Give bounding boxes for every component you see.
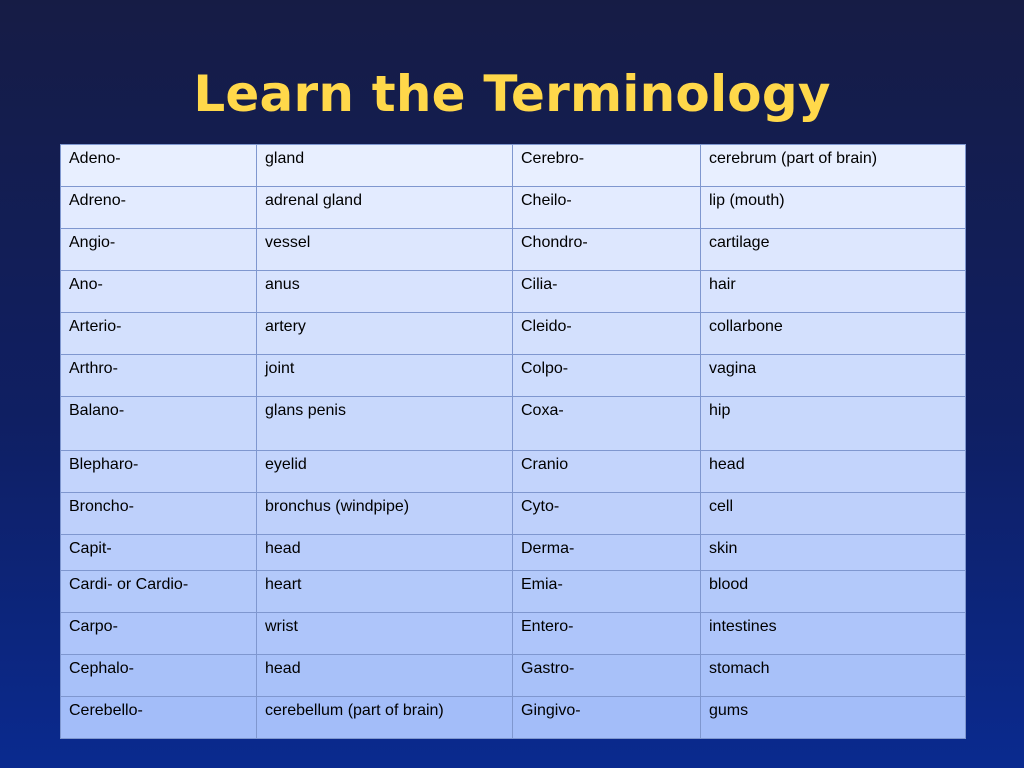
meaning-cell: stomach — [701, 655, 966, 697]
meaning-cell: head — [701, 451, 966, 493]
meaning-cell: artery — [257, 313, 513, 355]
prefix-cell: Capit- — [61, 535, 257, 571]
meaning-cell: head — [257, 535, 513, 571]
table-row — [61, 271, 966, 313]
meaning-cell: blood — [701, 571, 966, 613]
meaning-cell: cartilage — [701, 229, 966, 271]
table-row — [61, 355, 966, 397]
prefix-cell: Coxa- — [513, 397, 701, 451]
meaning-cell: head — [257, 655, 513, 697]
prefix-cell: Broncho- — [61, 493, 257, 535]
prefix-cell: Cerebello- — [61, 697, 257, 739]
meaning-cell: intestines — [701, 613, 966, 655]
prefix-cell: Colpo- — [513, 355, 701, 397]
prefix-cell: Entero- — [513, 613, 701, 655]
prefix-cell: Gingivo- — [513, 697, 701, 739]
terminology-table-body — [61, 145, 966, 739]
meaning-cell: cell — [701, 493, 966, 535]
table-row — [61, 451, 966, 493]
prefix-cell: Chondro- — [513, 229, 701, 271]
table-row — [61, 655, 966, 697]
prefix-cell: Adreno- — [61, 187, 257, 229]
slide-title: Learn the Terminology — [193, 65, 831, 123]
prefix-cell: Arterio- — [61, 313, 257, 355]
table-row — [61, 187, 966, 229]
prefix-cell: Cerebro- — [513, 145, 701, 187]
meaning-cell: gums — [701, 697, 966, 739]
meaning-cell: eyelid — [257, 451, 513, 493]
meaning-cell: cerebrum (part of brain) — [701, 145, 966, 187]
table-row — [61, 493, 966, 535]
prefix-cell: Balano- — [61, 397, 257, 451]
meaning-cell: gland — [257, 145, 513, 187]
meaning-cell: hip — [701, 397, 966, 451]
prefix-cell: Derma- — [513, 535, 701, 571]
meaning-cell: vagina — [701, 355, 966, 397]
meaning-cell: glans penis — [257, 397, 513, 451]
meaning-cell: adrenal gland — [257, 187, 513, 229]
prefix-cell: Cephalo- — [61, 655, 257, 697]
prefix-cell: Cyto- — [513, 493, 701, 535]
prefix-cell: Arthro- — [61, 355, 257, 397]
meaning-cell: hair — [701, 271, 966, 313]
meaning-cell: joint — [257, 355, 513, 397]
prefix-cell: Ano- — [61, 271, 257, 313]
prefix-cell: Angio- — [61, 229, 257, 271]
prefix-cell: Gastro- — [513, 655, 701, 697]
prefix-cell: Adeno- — [61, 145, 257, 187]
meaning-cell: wrist — [257, 613, 513, 655]
prefix-cell: Emia- — [513, 571, 701, 613]
meaning-cell: bronchus (windpipe) — [257, 493, 513, 535]
meaning-cell: collarbone — [701, 313, 966, 355]
table-row — [61, 313, 966, 355]
meaning-cell: skin — [701, 535, 966, 571]
table-row — [61, 535, 966, 571]
table-row — [61, 571, 966, 613]
terminology-table — [60, 144, 966, 739]
prefix-cell: Blepharo- — [61, 451, 257, 493]
table-row — [61, 613, 966, 655]
meaning-cell: cerebellum (part of brain) — [257, 697, 513, 739]
table-row — [61, 697, 966, 739]
prefix-cell: Cardi- or Cardio- — [61, 571, 257, 613]
table-row — [61, 145, 966, 187]
table-row — [61, 229, 966, 271]
prefix-cell: Cleido- — [513, 313, 701, 355]
prefix-cell: Cranio — [513, 451, 701, 493]
prefix-cell: Cheilo- — [513, 187, 701, 229]
table-row — [61, 397, 966, 451]
meaning-cell: heart — [257, 571, 513, 613]
prefix-cell: Cilia- — [513, 271, 701, 313]
meaning-cell: lip (mouth) — [701, 187, 966, 229]
prefix-cell: Carpo- — [61, 613, 257, 655]
meaning-cell: vessel — [257, 229, 513, 271]
meaning-cell: anus — [257, 271, 513, 313]
